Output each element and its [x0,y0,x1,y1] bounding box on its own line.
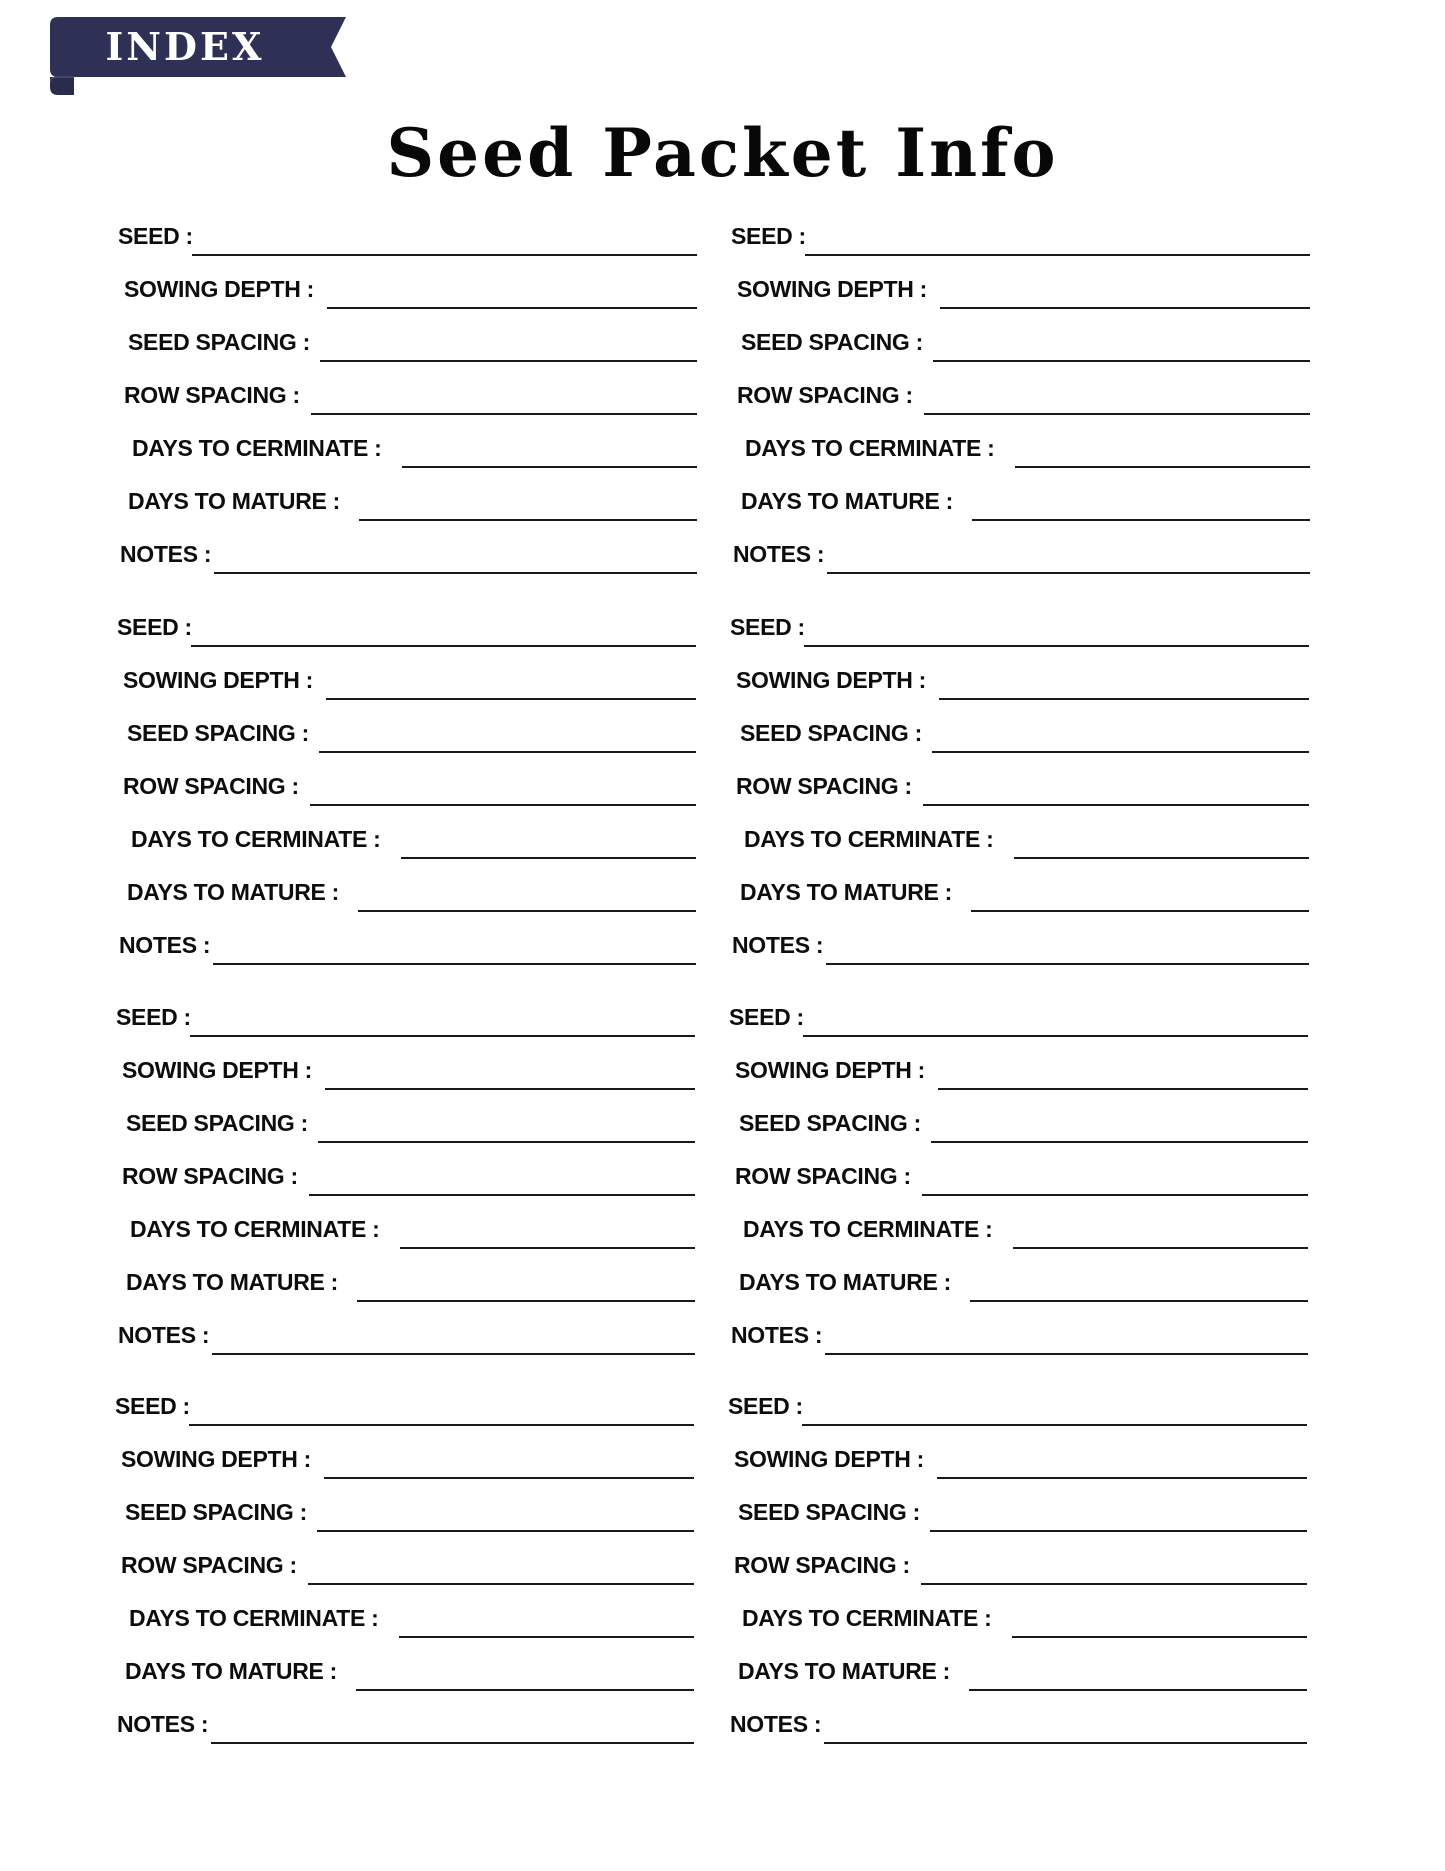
field-row-sowing-depth [0,269,1445,309]
row-spacing-label: ROW SPACING : [736,773,912,799]
seed-input[interactable] [802,1396,1307,1426]
field-row-days-to-germinate [0,1598,1445,1638]
row-spacing-label: ROW SPACING : [121,1552,297,1578]
days-to-germinate-label: DAYS TO CERMINATE : [130,1216,380,1242]
sowing-depth-label: SOWING DEPTH : [121,1446,312,1472]
notes-input[interactable] [824,1714,1307,1744]
field-row-sowing-depth [0,1439,1445,1479]
sowing-depth-label: SOWING DEPTH : [734,1446,925,1472]
row-spacing-label: ROW SPACING : [123,773,299,799]
seed-label: SEED : [116,1004,191,1030]
seed-label: SEED : [115,1393,190,1419]
sowing-depth-input[interactable] [937,1449,1307,1479]
seed-spacing-label: SEED SPACING : [740,720,922,746]
seed-input[interactable] [805,226,1310,256]
notes-input[interactable] [827,544,1310,574]
field-row-days-to-mature [0,872,1445,912]
days-to-germinate-label: DAYS TO CERMINATE : [745,435,995,461]
days-to-germinate-input[interactable] [1012,1608,1307,1638]
field-row-days-to-germinate [0,819,1445,859]
row-spacing-input[interactable] [921,1555,1307,1585]
days-to-mature-label: DAYS TO MATURE : [127,879,340,905]
notes-label: NOTES : [733,541,825,567]
days-to-germinate-input[interactable] [1013,1219,1308,1249]
field-row-seed-spacing [0,322,1445,362]
field-row-days-to-germinate [0,1209,1445,1249]
days-to-mature-input[interactable] [969,1661,1307,1691]
index-label: INDEX [105,24,265,69]
sowing-depth-label: SOWING DEPTH : [123,667,314,693]
sowing-depth-label: SOWING DEPTH : [736,667,927,693]
days-to-mature-input[interactable] [970,1272,1308,1302]
seed-input[interactable] [803,1007,1308,1037]
seed-label: SEED : [730,614,805,640]
seed-label: SEED : [117,614,192,640]
notes-label: NOTES : [732,932,824,958]
seed-label: SEED : [729,1004,804,1030]
seed-spacing-input[interactable] [931,1113,1308,1143]
row-spacing-label: ROW SPACING : [124,382,300,408]
field-row-seed [0,607,1445,647]
field-row-notes [0,534,1445,574]
notes-label: NOTES : [730,1711,822,1737]
index-banner-link[interactable] [50,17,346,95]
field-row-notes [0,925,1445,965]
field-row-days-to-mature [0,1651,1445,1691]
seed-spacing-label: SEED SPACING : [125,1499,307,1525]
ribbon-tail [50,77,74,95]
row-spacing-label: ROW SPACING : [737,382,913,408]
days-to-germinate-input[interactable] [1014,829,1309,859]
sowing-depth-input[interactable] [940,279,1310,309]
seed-spacing-input[interactable] [933,332,1310,362]
row-spacing-label: ROW SPACING : [735,1163,911,1189]
days-to-mature-label: DAYS TO MATURE : [128,488,341,514]
notes-label: NOTES : [120,541,212,567]
field-row-row-spacing [0,766,1445,806]
notes-input[interactable] [826,935,1309,965]
seed-spacing-label: SEED SPACING : [739,1110,921,1136]
days-to-germinate-label: DAYS TO CERMINATE : [743,1216,993,1242]
notes-input[interactable] [825,1325,1308,1355]
field-row-days-to-mature [0,481,1445,521]
seed-spacing-label: SEED SPACING : [738,1499,920,1525]
days-to-mature-input[interactable] [971,882,1309,912]
notes-label: NOTES : [119,932,211,958]
field-row-notes [0,1315,1445,1355]
field-row-seed-spacing [0,1103,1445,1143]
row-spacing-input[interactable] [923,776,1309,806]
days-to-mature-label: DAYS TO MATURE : [739,1269,952,1295]
days-to-germinate-label: DAYS TO CERMINATE : [129,1605,379,1631]
sowing-depth-input[interactable] [939,670,1309,700]
sowing-depth-label: SOWING DEPTH : [735,1057,926,1083]
field-row-sowing-depth [0,1050,1445,1090]
days-to-mature-label: DAYS TO MATURE : [741,488,954,514]
field-row-seed [0,216,1445,256]
sowing-depth-label: SOWING DEPTH : [122,1057,313,1083]
field-row-row-spacing [0,1156,1445,1196]
field-row-notes [0,1704,1445,1744]
notes-label: NOTES : [117,1711,209,1737]
seed-spacing-label: SEED SPACING : [127,720,309,746]
row-spacing-input[interactable] [922,1166,1308,1196]
sowing-depth-label: SOWING DEPTH : [737,276,928,302]
seed-spacing-label: SEED SPACING : [741,329,923,355]
sowing-depth-label: SOWING DEPTH : [124,276,315,302]
field-row-seed-spacing [0,713,1445,753]
field-row-row-spacing [0,1545,1445,1585]
seed-spacing-input[interactable] [932,723,1309,753]
seed-label: SEED : [731,223,806,249]
days-to-germinate-label: DAYS TO CERMINATE : [132,435,382,461]
seed-label: SEED : [728,1393,803,1419]
row-spacing-input[interactable] [924,385,1310,415]
seed-spacing-label: SEED SPACING : [128,329,310,355]
days-to-mature-label: DAYS TO MATURE : [738,1658,951,1684]
sowing-depth-input[interactable] [938,1060,1308,1090]
notes-label: NOTES : [731,1322,823,1348]
field-row-days-to-germinate [0,428,1445,468]
seed-spacing-input[interactable] [930,1502,1307,1532]
notes-label: NOTES : [118,1322,210,1348]
days-to-mature-label: DAYS TO MATURE : [740,879,953,905]
field-row-sowing-depth [0,660,1445,700]
row-spacing-label: ROW SPACING : [122,1163,298,1189]
days-to-germinate-label: DAYS TO CERMINATE : [742,1605,992,1631]
days-to-germinate-label: DAYS TO CERMINATE : [744,826,994,852]
seed-spacing-label: SEED SPACING : [126,1110,308,1136]
page-title: Seed Packet Info [386,114,1059,192]
field-row-seed-spacing [0,1492,1445,1532]
seed-input[interactable] [804,617,1309,647]
days-to-germinate-label: DAYS TO CERMINATE : [131,826,381,852]
row-spacing-label: ROW SPACING : [734,1552,910,1578]
days-to-mature-label: DAYS TO MATURE : [126,1269,339,1295]
days-to-germinate-input[interactable] [1015,438,1310,468]
days-to-mature-input[interactable] [972,491,1310,521]
days-to-mature-label: DAYS TO MATURE : [125,1658,338,1684]
field-row-seed [0,997,1445,1037]
field-row-row-spacing [0,375,1445,415]
field-row-seed [0,1386,1445,1426]
field-row-days-to-mature [0,1262,1445,1302]
seed-label: SEED : [118,223,193,249]
